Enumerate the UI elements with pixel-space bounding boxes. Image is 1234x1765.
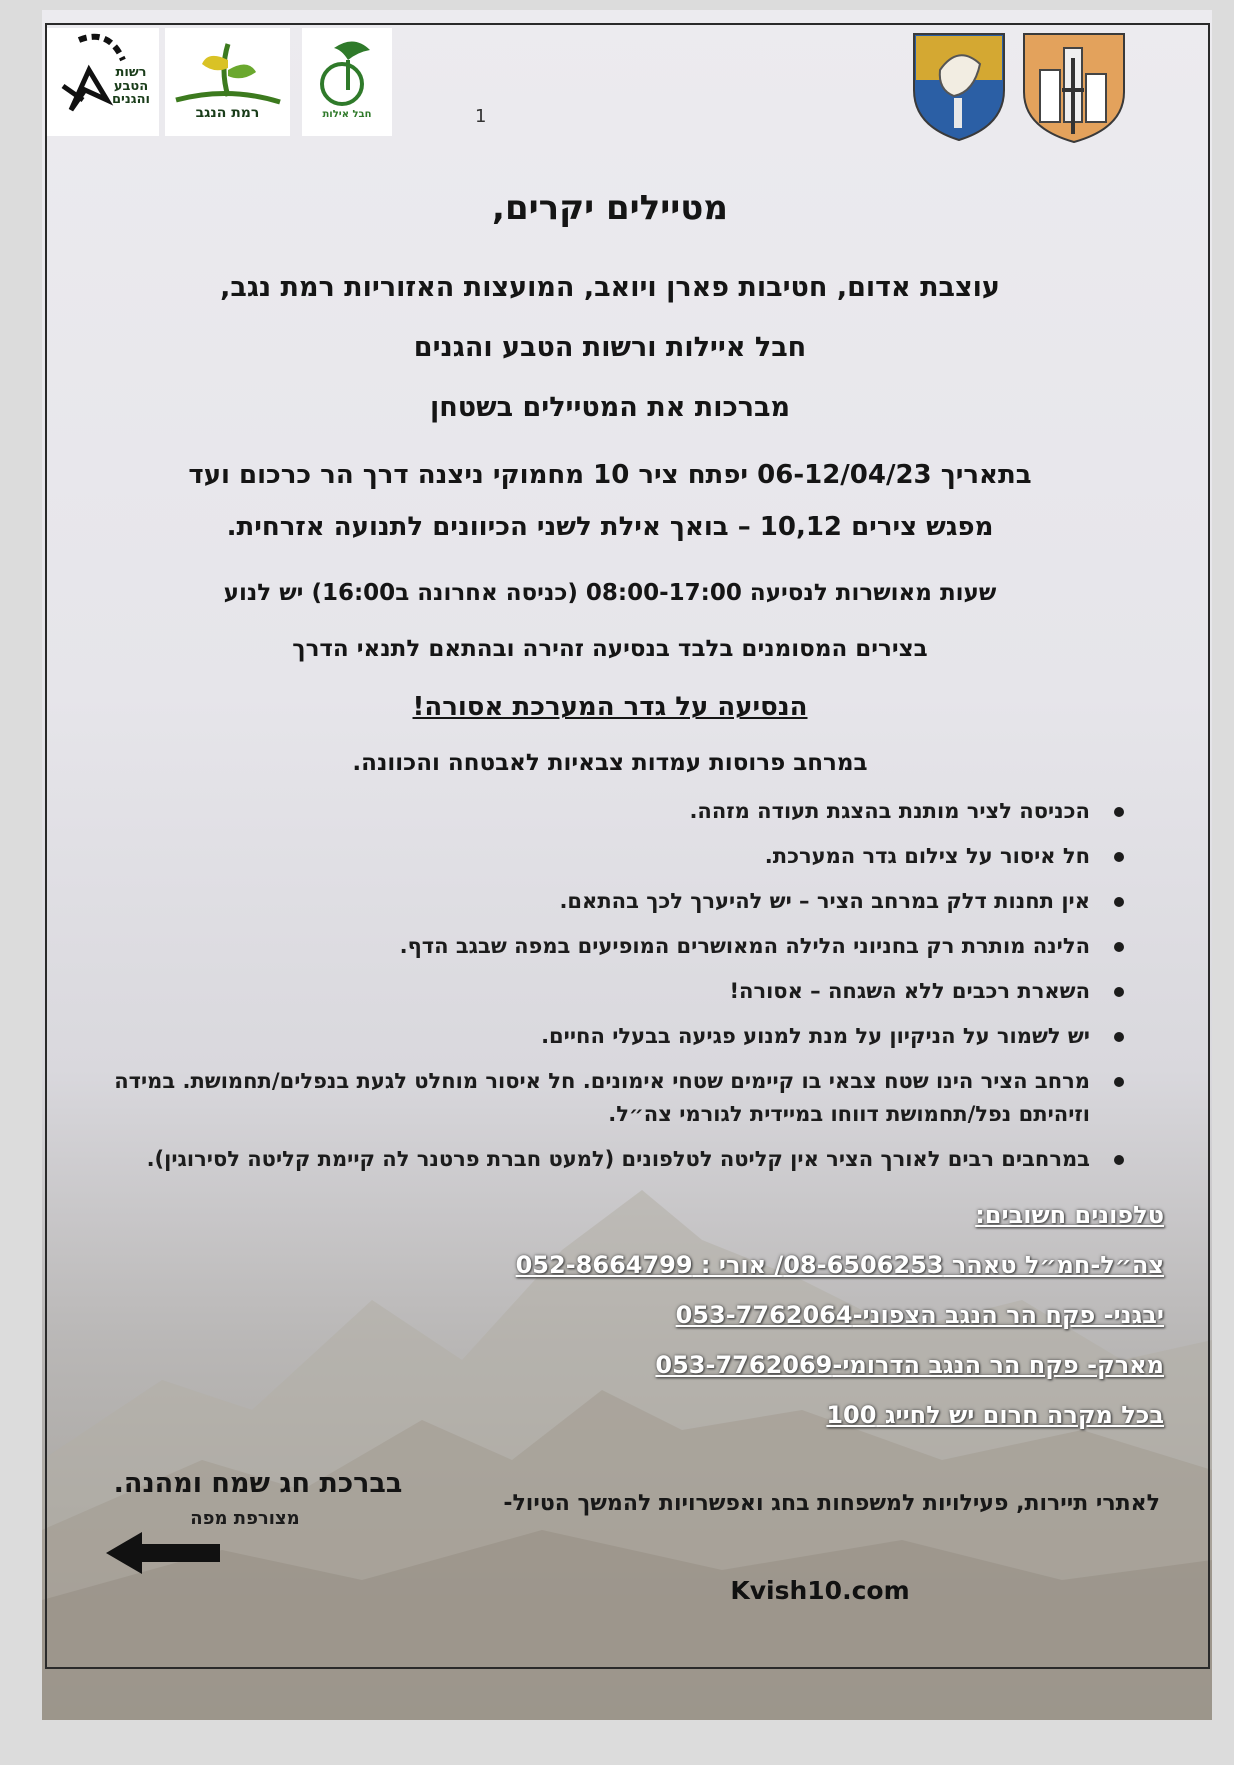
list-item: הלינה מותרת רק בחניוני הלילה המאושרים המופיעים במפה שבגב הדף.: [90, 930, 1130, 963]
list-item: חל איסור על צילום גדר המערכת.: [90, 840, 1130, 873]
intro-line-3: מברכות את המטיילים בשטחן: [429, 392, 791, 423]
arrow-left-icon: [104, 1528, 224, 1578]
ramat-hanegev-logo-text: רמת הנגב: [195, 105, 260, 121]
list-item: יש לשמור על הניקיון על מנת למנוע פגיעה בבעלי החיים.: [90, 1020, 1130, 1053]
page-number: 1: [475, 106, 487, 127]
list-item: הכניסה לציר מותנת בהצגת תעודה מזהה.: [90, 795, 1130, 828]
hevel-eilot-logo-text: חבל אילות: [322, 109, 372, 120]
list-item: אין תחנות דלק במרחב הציר – יש להיערך לכך בהתאם.: [90, 885, 1130, 918]
list-item: השארת רכבים ללא השגחה – אסורה!: [90, 975, 1130, 1008]
nature-authority-logo: [47, 28, 159, 136]
hevel-eilot-logo: [302, 28, 392, 136]
announcement-line-2: מפגש צירים 10,12 – בואך אילת לשני הכיוונים לתנועה אזרחית.: [226, 512, 994, 542]
ramat-hanegev-logo: [165, 28, 290, 136]
phone-line: צה״ל-חמ״ל טאהר 08-6506253/ אורי : 052-8664799: [515, 1251, 1164, 1279]
hours-line-1: שעות מאושרות לנסיעה 08:00-17:00 (כניסה אחרונה ב16:00) יש לנוע: [223, 580, 997, 606]
nature-authority-logo-text: רשות הטבע והגנים: [112, 65, 150, 108]
greeting-title: מטיילים יקרים,: [492, 188, 728, 228]
important-phones: [464, 1200, 1164, 1450]
phone-line: מארק- פקח הר הנגב הדרומי-053-7762069: [655, 1351, 1164, 1379]
map-attached-note: מצורפת מפה: [190, 1508, 300, 1529]
intro-line-2: חבל איילות ורשות הטבע והגנים: [413, 332, 807, 363]
phones-heading: טלפונים חשובים:: [975, 1201, 1164, 1229]
announcement-line-1: בתאריך 06-12/04/23 יפתח ציר 10 מחמוקי ניצנה דרך הר כרכום ועד: [188, 460, 1032, 490]
fence-warning: הנסיעה על גדר המערכת אסורה!: [412, 692, 808, 722]
intro-line-1: עוצבת אדום, חטיבות פארן ויואב, המועצות האזוריות רמת נגב,: [220, 272, 1000, 303]
list-item: מרחב הציר הינו שטח צבאי בו קיימים שטחי אימונים. חל איסור מוחלט לגעת בנפלים/תחמושת. במידה וזיהיתם נפל/תחמושת דווחו במיידית לגורמי צה״ל.: [90, 1065, 1130, 1131]
military-positions-note: במרחב פרוסות עמדות צבאיות לאבטחה והכוונה.: [352, 750, 868, 776]
website-link[interactable]: Kvish10.com: [730, 1576, 910, 1605]
list-item: במרחבים רבים לאורך הציר אין קליטה לטלפונים (למעט חברת פרטנר לה קיימת קליטה לסירוגין).: [90, 1143, 1130, 1176]
phone-line: בכל מקרה חרום יש לחייג 100: [826, 1401, 1164, 1429]
holiday-greeting: בברכת חג שמח ומהנה.: [113, 1468, 403, 1499]
rules-list: [90, 795, 1130, 1188]
sword-tower-seal-icon: [1020, 30, 1128, 144]
ram-unit-seal-icon: [910, 30, 1008, 142]
phone-line: יבגני- פקח הר הנגב הצפוני-053-7762064: [675, 1301, 1164, 1329]
hours-line-2: בצירים המסומנים בלבד בנסיעה זהירה ובהתאם לתנאי הדרך: [292, 636, 928, 662]
tourism-note: לאתרי תיירות, פעילויות למשפחות בחג ואפשרויות להמשך הטיול-: [503, 1491, 1160, 1516]
